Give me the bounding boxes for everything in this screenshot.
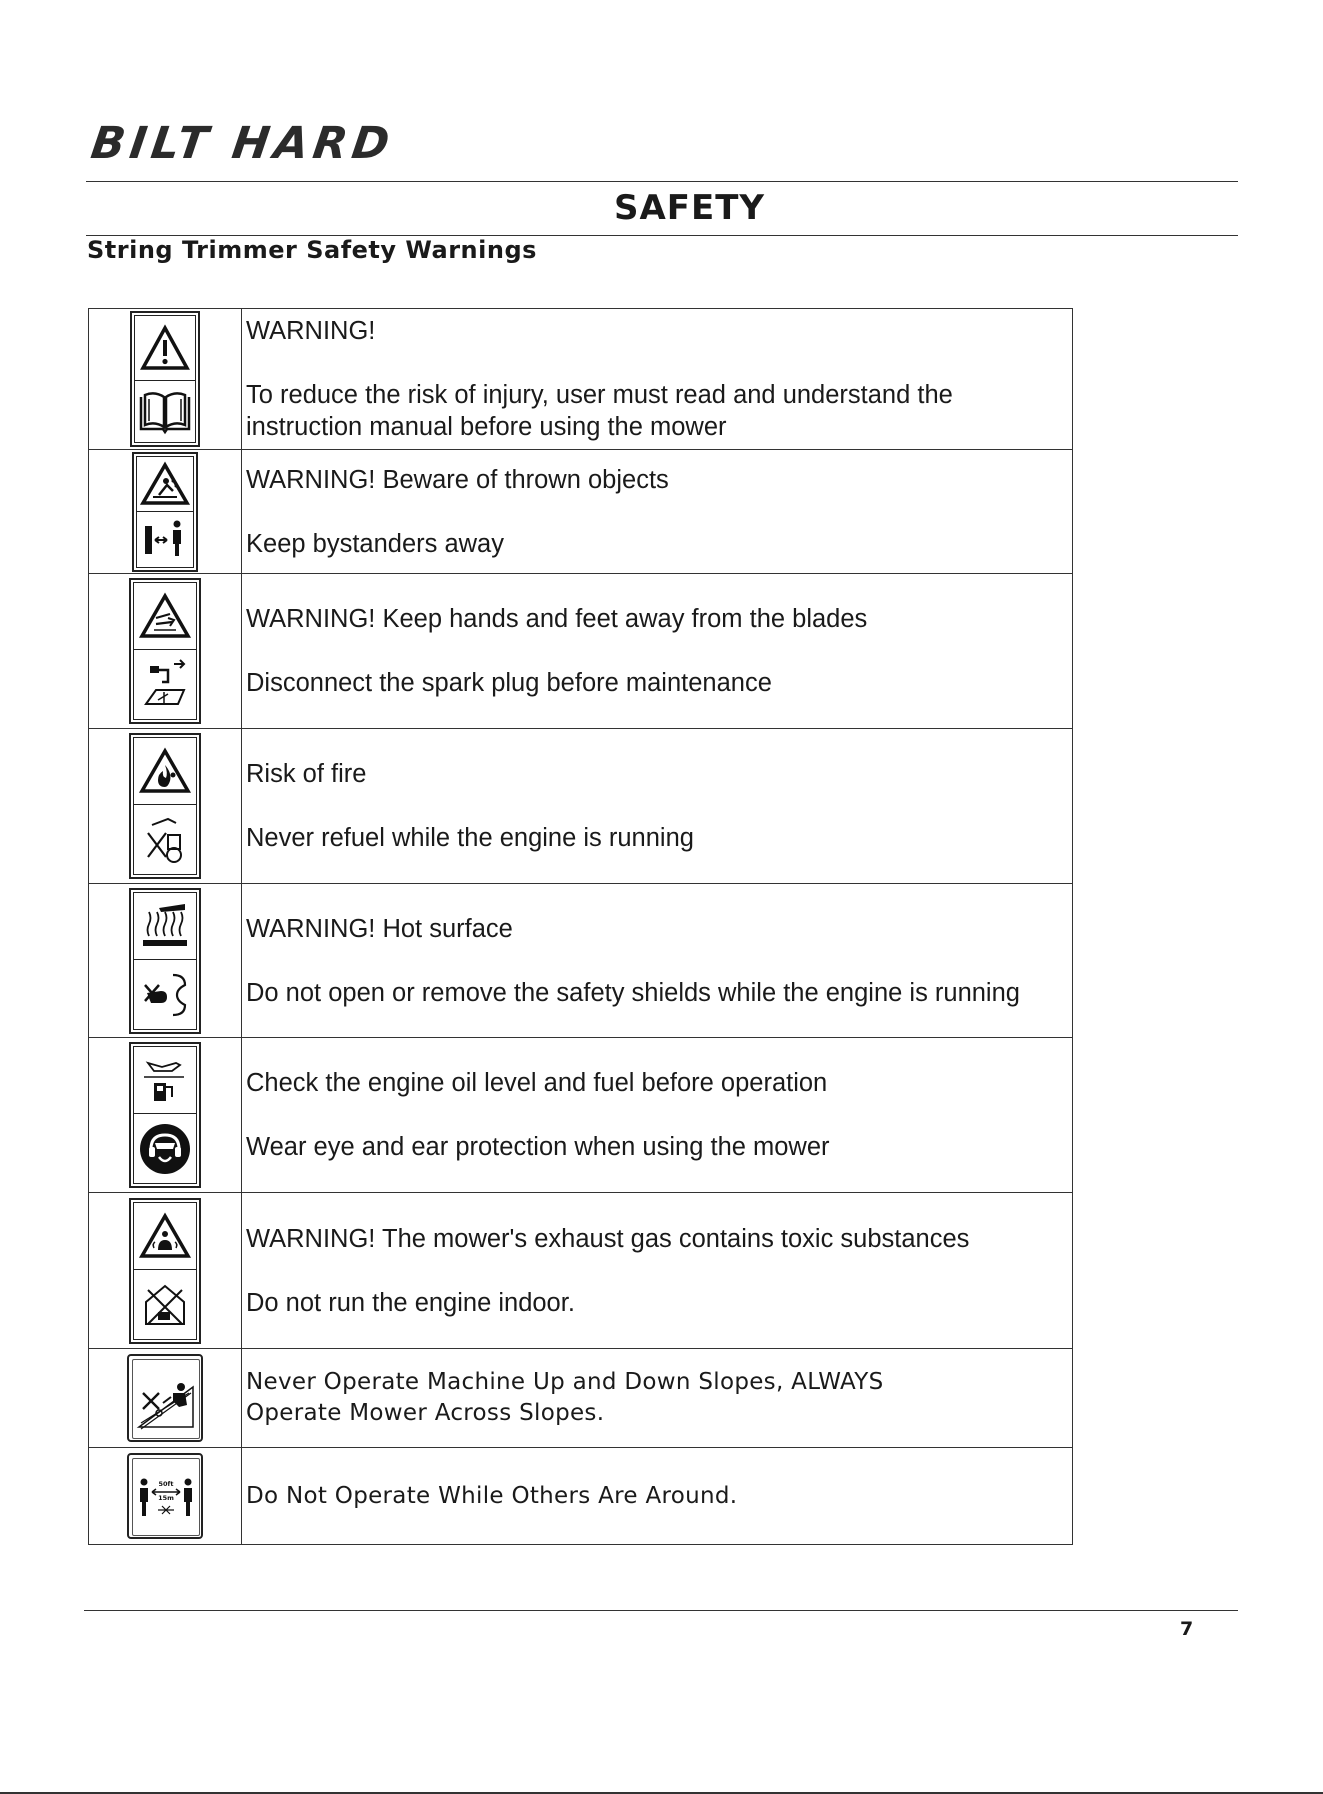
- keep-bystanders-away-icon: [136, 512, 194, 568]
- warning-line-2: Disconnect the spark plug before maintenance: [246, 669, 772, 697]
- no-indoor-operation-icon: [133, 1270, 197, 1340]
- warning-row: [89, 1349, 1073, 1448]
- eye-ear-protection-icon: [133, 1114, 197, 1184]
- warning-text-cell: [242, 450, 1073, 574]
- warning-line-1: Never Operate Machine Up and Down Slopes, ALWAYS: [246, 1369, 884, 1395]
- icon-cell: [89, 1448, 242, 1545]
- read-manual-icon: [134, 381, 196, 443]
- warning-text-cell: [242, 1193, 1073, 1349]
- warning-triangle-icon: [134, 315, 196, 381]
- warning-row: [89, 309, 1073, 450]
- distance-ft-label: 50ft: [158, 1480, 174, 1488]
- icon-cell: [89, 1193, 242, 1349]
- warning-text-cell: [242, 309, 1073, 450]
- warning-line-1: Risk of fire: [246, 760, 367, 788]
- warning-line-1: Do Not Operate While Others Are Around.: [246, 1482, 738, 1509]
- warning-line-1: WARNING! Keep hands and feet away from the blades: [246, 605, 868, 633]
- warning-line-1: WARNING! Beware of thrown objects: [246, 465, 669, 494]
- icon-cell: [89, 574, 242, 729]
- warning-row: [89, 1038, 1073, 1193]
- icon-cell: [89, 450, 242, 574]
- warning-text-cell: [242, 574, 1073, 729]
- warning-row: [89, 1193, 1073, 1349]
- warning-line-1: WARNING! Hot surface: [246, 914, 513, 943]
- slope-operation-icon: [132, 1359, 200, 1439]
- warning-line-2: Operate Mower Across Slopes.: [246, 1400, 605, 1426]
- thrown-objects-icon: [136, 456, 194, 512]
- page-number: 7: [1180, 1618, 1194, 1640]
- hot-surface-icon: [133, 892, 197, 960]
- warning-line-2: To reduce the risk of injury, user must read and understand the instruction manual before using the mower: [246, 381, 953, 441]
- no-refuel-icon: [133, 805, 197, 875]
- oil-fuel-check-icon: [133, 1046, 197, 1114]
- warning-line-2: Do not run the engine indoor.: [246, 1288, 575, 1317]
- icon-cell: [89, 1038, 242, 1193]
- warning-line-2: Keep bystanders away: [246, 529, 504, 558]
- keep-distance-icon: [132, 1458, 200, 1536]
- warning-row: [89, 574, 1073, 729]
- page-heading: SAFETY: [613, 188, 766, 228]
- section-title: String Trimmer Safety Warnings: [87, 236, 537, 264]
- warning-row: [89, 729, 1073, 884]
- distance-m-label: 15m: [158, 1494, 174, 1502]
- warning-line-2: Never refuel while the engine is running: [246, 824, 694, 852]
- blade-hazard-icon: [133, 582, 197, 650]
- warning-line-2: Wear eye and ear protection when using the mower: [246, 1133, 830, 1161]
- icon-cell: [89, 729, 242, 884]
- toxic-exhaust-icon: [133, 1202, 197, 1270]
- header-divider-top: [86, 181, 1238, 182]
- footer-divider: [84, 1610, 1238, 1611]
- safety-warnings-table: [88, 308, 1073, 1545]
- warning-line-1: WARNING! The mower's exhaust gas contains toxic substances: [246, 1224, 970, 1253]
- brand-logo: BILT HARD: [88, 118, 398, 169]
- warning-text-cell: [242, 1448, 1073, 1545]
- warning-row: [89, 450, 1073, 574]
- warning-text-cell: [242, 1038, 1073, 1193]
- icon-cell: [89, 309, 242, 450]
- warning-line-1: WARNING!: [246, 317, 376, 345]
- warning-text-cell: [242, 884, 1073, 1038]
- warning-text-cell: [242, 729, 1073, 884]
- warning-line-2: Do not open or remove the safety shields while the engine is running: [246, 978, 1020, 1007]
- warning-line-1: Check the engine oil level and fuel before operation: [246, 1069, 828, 1097]
- warning-text-cell: [242, 1349, 1073, 1448]
- warning-row: [89, 884, 1073, 1038]
- disconnect-spark-plug-icon: [133, 650, 197, 720]
- fire-hazard-icon: [133, 737, 197, 805]
- icon-cell: [89, 1349, 242, 1448]
- warning-row: [89, 1448, 1073, 1545]
- icon-cell: [89, 884, 242, 1038]
- safety-shield-icon: [133, 960, 197, 1030]
